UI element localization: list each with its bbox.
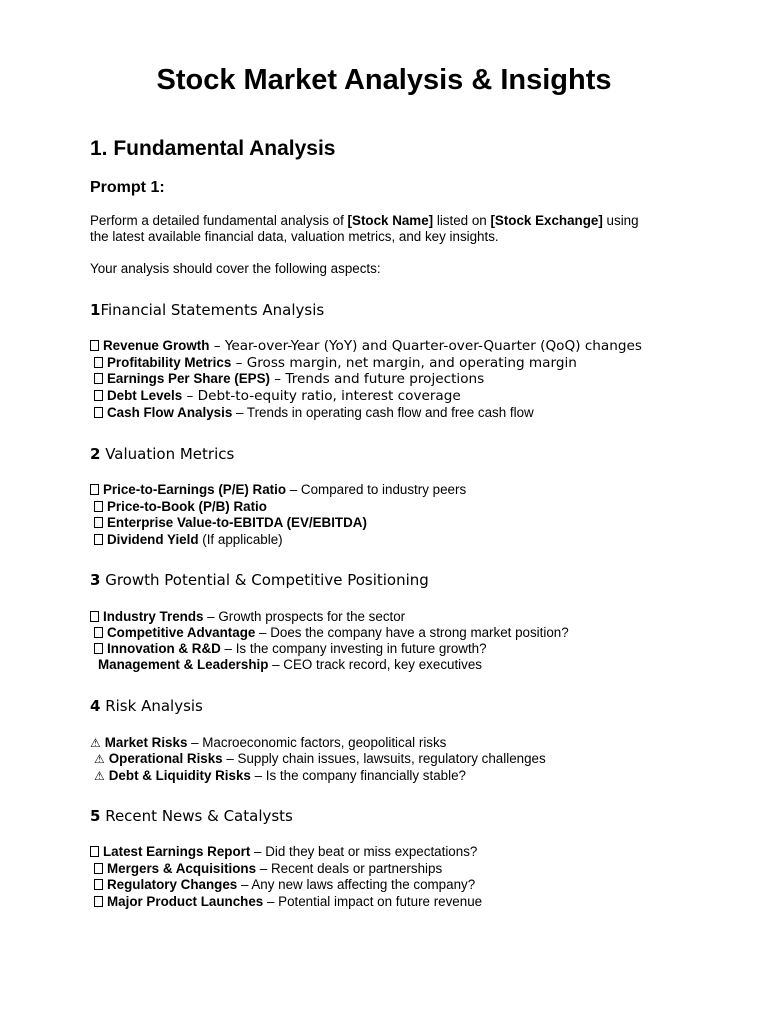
missing-glyph-icon bbox=[90, 484, 99, 495]
missing-glyph-icon bbox=[94, 863, 103, 874]
missing-glyph-icon bbox=[94, 407, 103, 418]
list-item: Competitive Advantage – Does the company have a strong market position? bbox=[94, 625, 569, 642]
list-item: Innovation & R&D – Is the company investing in future growth? bbox=[94, 641, 487, 658]
missing-glyph-icon bbox=[94, 896, 103, 907]
missing-glyph-icon bbox=[90, 611, 99, 622]
subsection-heading bbox=[90, 696, 203, 716]
list-item: Profitability Metrics – Gross margin, net margin, and operating margin bbox=[94, 355, 577, 372]
subsection-number: 5 bbox=[90, 807, 101, 825]
list-item: Price-to-Book (P/B) Ratio bbox=[94, 499, 267, 516]
missing-glyph-icon bbox=[94, 373, 103, 384]
warning-icon: ⚠ bbox=[94, 769, 105, 783]
stock-name-placeholder: [Stock Name] bbox=[347, 213, 434, 228]
subsection-title: Valuation Metrics bbox=[100, 445, 235, 463]
missing-glyph-icon bbox=[94, 879, 103, 890]
subsection-title: Financial Statements Analysis bbox=[100, 301, 325, 319]
warning-icon: ⚠ bbox=[94, 752, 105, 766]
list-item: Latest Earnings Report – Did they beat or miss expectations? bbox=[90, 844, 477, 861]
intro-text: Perform a detailed fundamental analysis of bbox=[90, 213, 348, 228]
list-item: ⚠ Market Risks – Macroeconomic factors, geopolitical risks bbox=[90, 735, 447, 750]
subsection-heading bbox=[90, 300, 324, 320]
list-item: ⚠ Debt & Liquidity Risks – Is the company financially stable? bbox=[94, 768, 466, 783]
missing-glyph-icon bbox=[94, 357, 103, 368]
missing-glyph-icon bbox=[90, 340, 99, 351]
list-item: ⚠ Operational Risks – Supply chain issues, lawsuits, regulatory challenges bbox=[94, 751, 546, 766]
intro-text: using bbox=[602, 213, 639, 228]
subsection-heading bbox=[90, 806, 293, 826]
section-heading: 1. Fundamental Analysis bbox=[90, 137, 336, 160]
intro-text: listed on bbox=[433, 213, 491, 228]
list-item: Major Product Launches – Potential impact on future revenue bbox=[94, 894, 482, 911]
subsection-title: Risk Analysis bbox=[100, 697, 203, 715]
intro-paragraph-2: Your analysis should cover the following aspects: bbox=[90, 261, 381, 276]
list-item: Industry Trends – Growth prospects for the sector bbox=[90, 609, 405, 626]
intro-paragraph-line-1 bbox=[90, 213, 639, 230]
missing-glyph-icon bbox=[90, 846, 99, 857]
intro-paragraph-line-2: the latest available financial data, valuation metrics, and key insights. bbox=[90, 229, 499, 244]
missing-glyph-icon bbox=[94, 501, 103, 512]
list-item: Mergers & Acquisitions – Recent deals or partnerships bbox=[94, 861, 442, 878]
prompt-heading: Prompt 1: bbox=[90, 179, 165, 196]
list-item: Enterprise Value-to-EBITDA (EV/EBITDA) bbox=[94, 515, 367, 532]
subsection-number: 2 bbox=[90, 445, 101, 463]
missing-glyph-icon bbox=[94, 390, 103, 401]
subsection-heading bbox=[90, 570, 429, 590]
list-item: Regulatory Changes – Any new laws affecting the company? bbox=[94, 877, 475, 894]
list-item: Dividend Yield (If applicable) bbox=[94, 532, 283, 549]
subsection-title: Growth Potential & Competitive Positioning bbox=[100, 571, 429, 589]
subsection-heading bbox=[90, 444, 234, 464]
list-item: Price-to-Earnings (P/E) Ratio – Compared to industry peers bbox=[90, 482, 466, 499]
list-item: Cash Flow Analysis – Trends in operating cash flow and free cash flow bbox=[94, 405, 534, 422]
document-title: Stock Market Analysis & Insights bbox=[156, 64, 612, 96]
list-item: Revenue Growth – Year-over-Year (YoY) and Quarter-over-Quarter (QoQ) changes bbox=[90, 338, 642, 355]
missing-glyph-icon bbox=[94, 643, 103, 654]
stock-exchange-placeholder: [Stock Exchange] bbox=[490, 213, 603, 228]
missing-glyph-icon bbox=[94, 627, 103, 638]
subsection-title: Recent News & Catalysts bbox=[100, 807, 293, 825]
missing-glyph-icon bbox=[94, 517, 103, 528]
warning-icon: ⚠ bbox=[90, 736, 101, 750]
subsection-number: 4 bbox=[90, 697, 101, 715]
list-item: Earnings Per Share (EPS) – Trends and future projections bbox=[94, 371, 484, 388]
list-item: Management & Leadership – CEO track record, key executives bbox=[98, 657, 482, 672]
subsection-number: 3 bbox=[90, 571, 101, 589]
list-item: Debt Levels – Debt-to-equity ratio, interest coverage bbox=[94, 388, 461, 405]
subsection-number: 1 bbox=[90, 301, 101, 319]
missing-glyph-icon bbox=[94, 534, 103, 545]
